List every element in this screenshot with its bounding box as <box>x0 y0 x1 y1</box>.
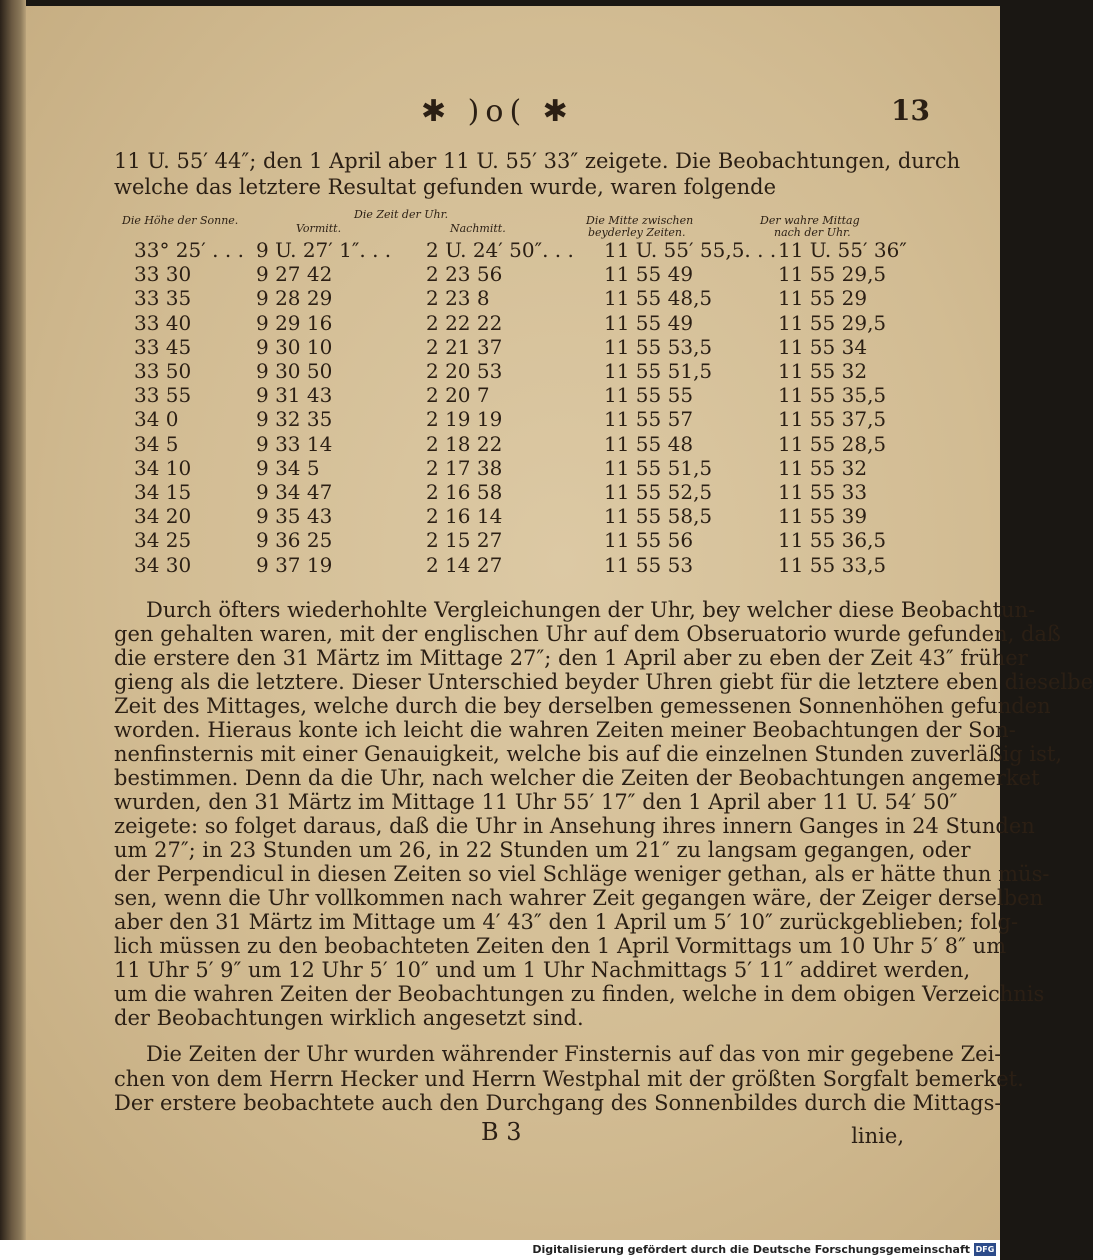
table-row <box>26 432 1000 456</box>
paragraph-line: der Perpendicul in diesen Zeiten so viel Schläge weniger gethan, als er hätte thun müs- <box>114 862 1050 886</box>
table-row <box>26 286 1000 310</box>
header-middle-1: Die Mitte zwischen <box>586 214 694 227</box>
table-cell: 9 37 19 <box>256 552 333 577</box>
table-cell: 11 55 33,5 <box>778 552 887 577</box>
table-header <box>26 206 1000 242</box>
catchword: linie, <box>851 1124 904 1148</box>
table-cell: 11 55 33 <box>778 480 868 504</box>
table-cell: 11 55 52,5 <box>604 480 713 504</box>
table-row <box>26 335 1000 359</box>
table-cell: 2 23 56 <box>426 262 503 287</box>
table-row <box>26 456 1000 480</box>
table-cell: 34 15 <box>134 480 192 504</box>
table-cell: 11 55 58,5 <box>604 504 713 529</box>
paragraph-line: Der erstere beobachtete auch den Durchgang des Sonnenbildes durch die Mittags- <box>114 1091 1002 1115</box>
table-cell: 9 34 47 <box>256 480 333 504</box>
table-cell: 2 20 53 <box>426 359 503 383</box>
table-cell: 33 55 <box>134 383 192 408</box>
table-cell: 9 27 42 <box>256 262 333 287</box>
paragraph-line: um 27″; in 23 Stunden um 26, in 22 Stunden um 21″ zu langsam gegangen, oder <box>114 838 971 862</box>
table-cell: 11 55 56 <box>604 528 694 553</box>
table-cell: 9 33 14 <box>256 431 333 456</box>
table-cell: 2 18 22 <box>426 431 503 456</box>
table-cell: 2 14 27 <box>426 552 503 577</box>
table-cell: 2 16 58 <box>426 480 503 504</box>
table-cell: 9 29 16 <box>256 310 333 335</box>
table-row <box>26 407 1000 431</box>
table-cell: 11 55 29 <box>778 286 868 311</box>
paragraph-line: Zeit des Mittages, welche durch die bey derselben gemessenen Sonnenhöhen gefunden <box>114 694 1051 718</box>
table-cell: 11 55 51,5 <box>604 455 713 480</box>
table-cell: 34 5 <box>134 431 179 456</box>
paragraph-line: aber den 31 Märtz im Mittage um 4′ 43″ den 1 April um 5′ 10″ zurückgeblieben; folg- <box>114 910 1019 934</box>
table-row <box>26 480 1000 504</box>
table-cell: 2 17 38 <box>426 455 503 480</box>
paragraph-line: die erstere den 31 Märtz im Mittage 27″; den 1 April aber zu eben der Zeit 43″ früher <box>114 646 1028 670</box>
paragraph-line: um die wahren Zeiten der Beobachtungen zu finden, welche in dem obigen Verzeichnis <box>114 982 1045 1006</box>
table-cell: 34 30 <box>134 552 192 577</box>
table-cell: 33 30 <box>134 262 192 287</box>
table-row <box>26 383 1000 407</box>
paragraph-line: worden. Hieraus konte ich leicht die wahren Zeiten meiner Beobachtungen der Son- <box>114 718 1016 742</box>
book-page <box>26 6 1093 1240</box>
signature-mark: B 3 <box>481 1118 522 1146</box>
footer-credit: Digitalisierung gefördert durch die Deutsche Forschungsgemeinschaft <box>532 1243 970 1256</box>
table-cell: 11 55 37,5 <box>778 407 887 432</box>
table-cell: 33° 25′ . . . <box>134 238 244 262</box>
paragraph-line: der Beobachtungen wirklich angesetzt sind. <box>114 1006 584 1030</box>
table-cell: 9 36 25 <box>256 528 333 553</box>
table-cell: 34 25 <box>134 528 192 553</box>
table-cell: 2 U. 24′ 50″. . . <box>426 238 574 262</box>
table-cell: 9 U. 27′ 1″. . . <box>256 238 392 262</box>
table-cell: 11 55 39 <box>778 504 868 529</box>
table-cell: 34 20 <box>134 504 192 529</box>
table-cell: 11 55 57 <box>604 407 694 432</box>
table-cell: 11 55 35,5 <box>778 383 887 408</box>
table-cell: 9 32 35 <box>256 407 333 432</box>
paragraph-line: zeigete: so folget daraus, daß die Uhr in Ansehung ihres innern Ganges in 24 Stunden <box>114 814 1035 838</box>
intro-line: welche das letztere Resultat gefunden wurde, waren folgende <box>114 175 776 199</box>
observation-table <box>26 238 1000 586</box>
table-cell: 2 20 7 <box>426 383 490 408</box>
table-cell: 11 55 29,5 <box>778 262 887 287</box>
paragraph-line: nenfinsternis mit einer Genauigkeit, welche bis auf die einzelnen Stunden zuverläßig ist, <box>114 742 1063 766</box>
table-row <box>26 262 1000 286</box>
paragraph-line: lich müssen zu den beobachteten Zeiten den 1 April Vormittags um 10 Uhr 5′ 8″ um <box>114 934 1007 958</box>
paragraph-line: gieng als die letztere. Dieser Unterschied beyder Uhren giebt für die letztere eben dieselbe <box>114 670 1093 694</box>
table-cell: 11 55 53 <box>604 552 694 577</box>
table-cell: 11 55 36,5 <box>778 528 887 553</box>
table-cell: 9 34 5 <box>256 455 320 480</box>
header-morning: Vormitt. <box>296 222 342 235</box>
table-cell: 9 35 43 <box>256 504 333 529</box>
table-row <box>26 238 1000 262</box>
table-cell: 2 16 14 <box>426 504 503 529</box>
table-cell: 33 45 <box>134 334 192 359</box>
table-row <box>26 504 1000 528</box>
table-cell: 11 U. 55′ 36″ <box>778 238 907 262</box>
table-cell: 9 30 50 <box>256 359 333 383</box>
dfg-logo-icon: DFG <box>975 1245 995 1254</box>
table-cell: 2 23 8 <box>426 286 490 311</box>
paragraph-line: sen, wenn die Uhr vollkommen nach wahrer Zeit gegangen wäre, der Zeiger derselben <box>114 886 1044 910</box>
table-cell: 11 55 55 <box>604 383 694 408</box>
table-cell: 11 55 28,5 <box>778 431 887 456</box>
table-cell: 11 55 48 <box>604 431 694 456</box>
table-cell: 33 50 <box>134 359 192 383</box>
table-row <box>26 311 1000 335</box>
table-cell: 2 21 37 <box>426 334 503 359</box>
table-cell: 11 55 34 <box>778 334 868 359</box>
header-true-noon-1: Der wahre Mittag <box>760 214 860 227</box>
table-cell: 11 55 49 <box>604 310 694 335</box>
header-middle-2: beyderley Zeiten. <box>588 226 686 239</box>
paragraph-line: gen gehalten waren, mit der englischen Uhr auf dem Obseruatorio wurde gefunden, daß <box>114 622 1061 646</box>
page-header <box>26 94 1000 134</box>
table-cell: 9 28 29 <box>256 286 333 311</box>
footer-bar <box>0 1240 1000 1260</box>
paragraph-line: chen von dem Herrn Hecker und Herrn Westphal mit der größten Sorgfalt bemerket. <box>114 1066 1024 1091</box>
table-cell: 34 0 <box>134 407 179 432</box>
table-cell: 2 22 22 <box>426 310 503 335</box>
table-cell: 11 55 48,5 <box>604 286 713 311</box>
table-cell: 9 30 10 <box>256 334 333 359</box>
header-afternoon: Nachmitt. <box>450 222 506 235</box>
table-cell: 11 55 29,5 <box>778 310 887 335</box>
table-cell: 11 55 49 <box>604 262 694 287</box>
table-cell: 11 55 53,5 <box>604 334 713 359</box>
header-true-noon-2: nach der Uhr. <box>774 226 851 239</box>
table-row <box>26 528 1000 552</box>
table-cell: 11 55 32 <box>778 359 868 383</box>
table-cell: 33 35 <box>134 286 192 311</box>
page-number: 13 <box>891 94 930 127</box>
table-cell: 33 40 <box>134 310 192 335</box>
paragraph-line: wurden, den 31 Märtz im Mittage 11 Uhr 55′ 17″ den 1 April aber 11 U. 54′ 50″ <box>114 790 958 814</box>
paragraph-line: 11 Uhr 5′ 9″ um 12 Uhr 5′ 10″ und um 1 Uhr Nachmittags 5′ 11″ addiret werden, <box>114 958 971 982</box>
table-row <box>26 359 1000 383</box>
intro-line: 11 U. 55′ 44″; den 1 April aber 11 U. 55′ 33″ zeigete. Die Beobachtungen, durch <box>114 149 961 173</box>
paragraph-line: Durch öfters wiederhohlte Vergleichungen der Uhr, bey welcher diese Beobachtun- <box>146 598 1036 622</box>
book-binding <box>0 0 26 1245</box>
table-cell: 2 15 27 <box>426 528 503 553</box>
table-row <box>26 553 1000 577</box>
table-cell: 34 10 <box>134 455 192 480</box>
table-cell: 11 55 32 <box>778 455 868 480</box>
table-cell: 9 31 43 <box>256 383 333 408</box>
table-cell: 2 19 19 <box>426 407 503 432</box>
paragraph-line: bestimmen. Denn da die Uhr, nach welcher die Zeiten der Beobachtungen angemerket <box>114 766 1040 790</box>
header-ornament: ✱ )o( ✱ <box>421 94 574 129</box>
paragraph-line: Die Zeiten der Uhr wurden währender Finsternis auf das von mir gegebene Zei- <box>146 1042 1002 1066</box>
header-clock-time: Die Zeit der Uhr. <box>354 208 449 221</box>
table-cell: 11 55 51,5 <box>604 359 713 383</box>
header-sun-height: Die Höhe der Sonne. <box>122 214 239 227</box>
table-cell: 11 U. 55′ 55,5. . . <box>604 238 777 262</box>
